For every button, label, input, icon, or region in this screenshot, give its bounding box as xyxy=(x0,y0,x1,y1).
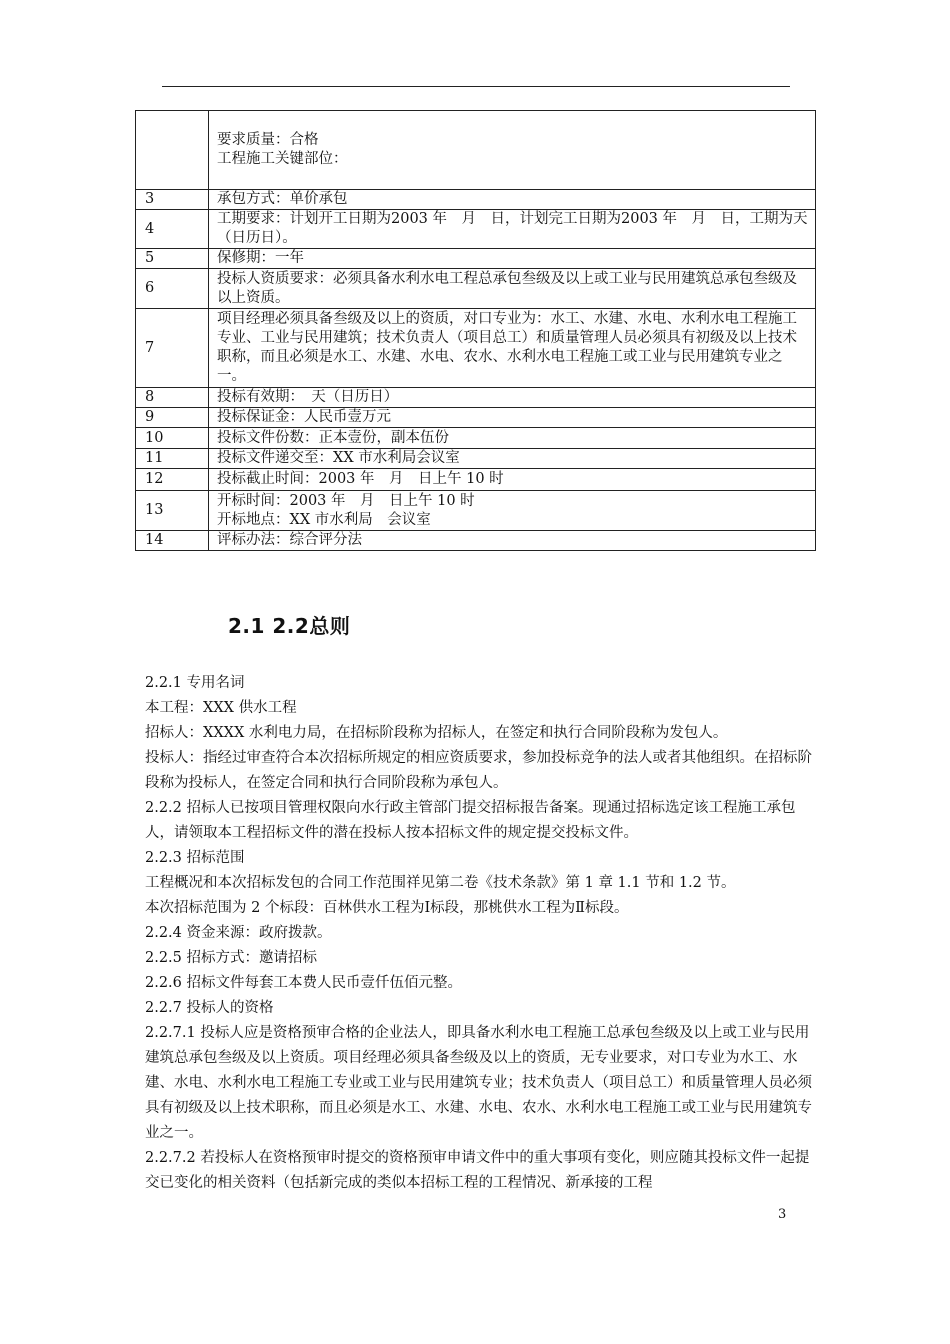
paragraph: 2.2.6 招标文件每套工本费人民币壹仟伍佰元整。 xyxy=(145,975,463,991)
row-line: 开标时间：2003 年 月 日上午 10 时 xyxy=(217,492,475,509)
paragraph: 2.2.3 招标范围 xyxy=(145,850,245,866)
table-row xyxy=(136,449,816,469)
table-row xyxy=(136,111,816,190)
table-row xyxy=(136,210,816,249)
row-text: 投标文件递交至：XX 市水利局会议室 xyxy=(209,449,816,469)
paragraph: 2.2.7 投标人的资格 xyxy=(145,1000,274,1016)
row-text: 投标有效期： 天（日历日） xyxy=(209,388,816,408)
paragraph: 招标人：XXXX 水利电力局，在招标阶段称为招标人，在签定和执行合同阶段称为发包人。 xyxy=(145,725,728,741)
table-row xyxy=(136,469,816,491)
row-text: 承包方式：单价承包 xyxy=(209,190,816,210)
row-number: 9 xyxy=(136,408,209,428)
paragraph: 2.2.5 招标方式：邀请招标 xyxy=(145,950,318,966)
header-rule xyxy=(162,86,790,87)
section-heading: 2.1 2.2总则 xyxy=(228,614,351,638)
paragraph: 本次招标范围为 2 个标段：百林供水工程为Ⅰ标段，那桃供水工程为Ⅱ标段。 xyxy=(145,900,629,916)
paragraph: 2.2.7.2 若投标人在资格预审时提交的资格预审申请文件中的重大事项有变化，则应随其投标文件一起提交已变化的相关资料（包括新完成的类似本招标工程的工程情况、新承接的工程 xyxy=(145,1150,810,1191)
row-number: 7 xyxy=(136,309,209,388)
paragraph: 2.2.7.1 投标人应是资格预审合格的企业法人，即具备水利水电工程施工总承包叁级及以上或工业与民用建筑总承包叁级及以上资质。项目经理必须具备叁级及以上的资质，无专业要求，对口专业为水工、水建、水电、水利水电工程施工专业或工业与民用建筑专业；技术负责人（项目总工）和质量管理人员必须具有初级及以上技术职称，而且必须是水工、水建、水电、农水、水利水电工程施工或工业与民用建筑专业之一。 xyxy=(145,1025,812,1141)
row-number: 3 xyxy=(136,190,209,210)
row-number xyxy=(136,111,209,190)
row-text: 评标办法：综合评分法 xyxy=(209,531,816,551)
row-number: 13 xyxy=(136,491,209,531)
row-line: 要求质量：合格 xyxy=(217,132,319,148)
row-number: 10 xyxy=(136,428,209,449)
table-row xyxy=(136,408,816,428)
paragraph: 投标人：指经过审查符合本次招标所规定的相应资质要求，参加投标竞争的法人或者其他组织。在招标阶段称为投标人，在签定合同和执行合同阶段称为承包人。 xyxy=(145,750,812,791)
row-number: 8 xyxy=(136,388,209,408)
row-number: 6 xyxy=(136,269,209,309)
row-text xyxy=(209,111,816,190)
paragraph: 2.2.4 资金来源：政府拨款。 xyxy=(145,925,332,941)
table-row xyxy=(136,388,816,408)
table-row xyxy=(136,428,816,449)
row-text: 投标保证金：人民币壹万元 xyxy=(209,408,816,428)
row-text: 工期要求：计划开工日期为2003 年 月 日，计划完工日期为2003 年 月 日，工期为天（日历日）。 xyxy=(209,210,816,249)
table-row xyxy=(136,269,816,309)
table-row xyxy=(136,491,816,531)
row-text: 投标文件份数：正本壹份，副本伍份 xyxy=(209,428,816,449)
row-line: 工程施工关键部位： xyxy=(217,151,348,167)
row-number: 11 xyxy=(136,449,209,469)
body-text xyxy=(145,671,817,1196)
row-number: 12 xyxy=(136,469,209,491)
row-text: 投标截止时间：2003 年 月 日上午 10 时 xyxy=(209,469,816,491)
row-number: 4 xyxy=(136,210,209,249)
row-line: 开标地点：XX 市水利局 会议室 xyxy=(217,511,431,528)
table-row xyxy=(136,531,816,551)
row-text xyxy=(209,491,816,531)
page-number: 3 xyxy=(778,1207,787,1222)
table-row xyxy=(136,249,816,269)
paragraph: 2.2.2 招标人已按项目管理权限向水行政主管部门提交招标报告备案。现通过招标选定该工程施工承包人，请领取本工程招标文件的潜在投标人按本招标文件的规定提交投标文件。 xyxy=(145,800,796,841)
bid-info-table xyxy=(135,110,816,551)
row-text: 项目经理必须具备叁级及以上的资质，对口专业为：水工、水建、水电、水利水电工程施工专业、工业与民用建筑；技术负责人（项目总工）和质量管理人员必须具有初级及以上技术职称，而且必须是水工、水建、水电、农水、水利水电工程施工或工业与民用建筑专业之一。 xyxy=(209,309,816,388)
row-text: 保修期：一年 xyxy=(209,249,816,269)
table-row xyxy=(136,309,816,388)
paragraph: 2.2.1 专用名词 xyxy=(145,675,245,691)
paragraph: 本工程：XXX 供水工程 xyxy=(145,700,297,716)
table-row xyxy=(136,190,816,210)
row-number: 5 xyxy=(136,249,209,269)
row-number: 14 xyxy=(136,531,209,551)
row-text: 投标人资质要求：必须具备水利水电工程总承包叁级及以上或工业与民用建筑总承包叁级及以上资质。 xyxy=(209,269,816,309)
paragraph: 工程概况和本次招标发包的合同工作范围祥见第二卷《技术条款》第 1 章 1.1 节和 1.2 节。 xyxy=(145,875,736,891)
